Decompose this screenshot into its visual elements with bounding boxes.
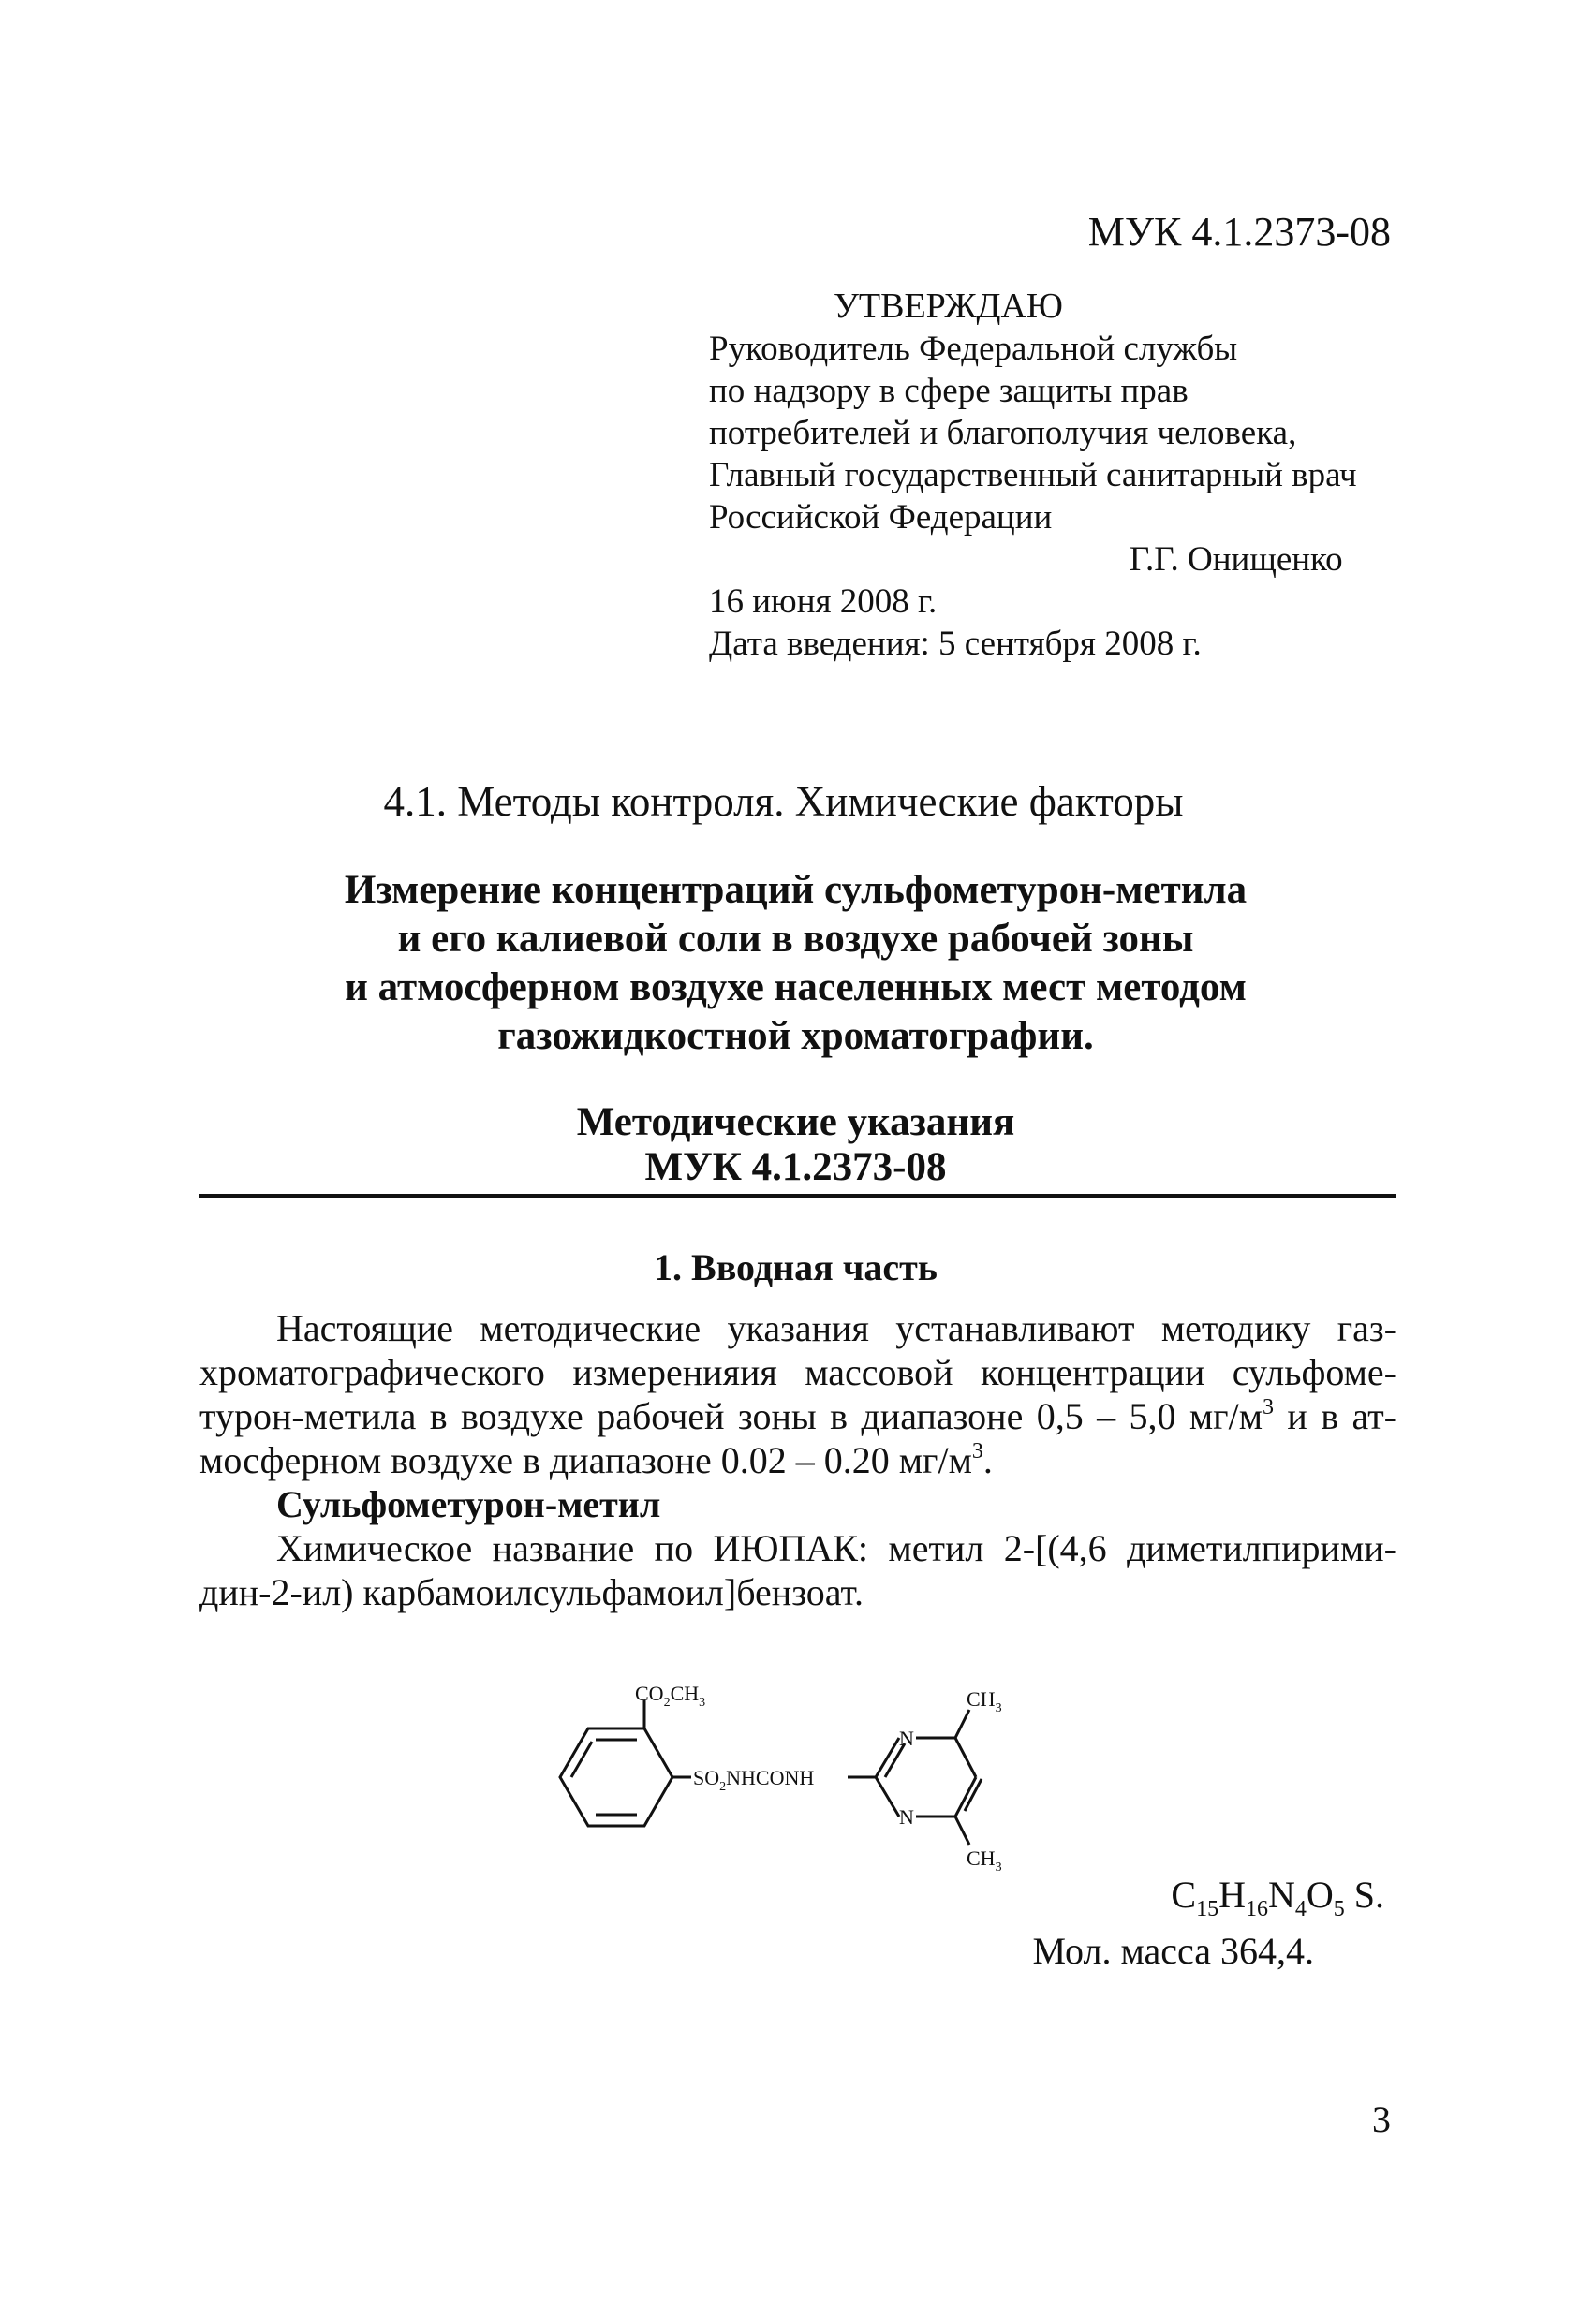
text-run: турон-метила в воздухе рабочей зоны в диапазоне 0,5 – 5,0 мг/м: [199, 1395, 1263, 1437]
formula-element: C: [1171, 1874, 1197, 1916]
molecular-formula: [1171, 1873, 1384, 1921]
main-title-line: Измерение концентраций сульфометурон-метила: [344, 868, 1248, 912]
ester-group: $CO_2CH_3$: [635, 1684, 706, 1710]
approval-line: Руководитель Федеральной службы: [709, 330, 1238, 368]
approval-signer: Г.Г. Онищенко: [1129, 540, 1343, 579]
formula-count: 5: [1333, 1897, 1345, 1921]
guide-title: [0, 1100, 1595, 1190]
structural-formula: [543, 1684, 1030, 1871]
paragraph-line: Химическое название по ИЮПАК: метил 2-[(4,6 диметилпирими-: [276, 1527, 1396, 1569]
guide-code: МУК 4.1.2373-08: [644, 1145, 947, 1189]
approval-line: Главный государственный санитарный врач: [709, 456, 1357, 494]
main-title-line: и атмосферном воздухе населенных мест методом: [345, 965, 1247, 1009]
approval-line: потребителей и благополучия человека,: [709, 414, 1297, 452]
paragraph-line: [199, 1438, 1396, 1482]
main-title-line: и его калиевой соли в воздухе рабочей зоны: [397, 917, 1194, 961]
main-title-line: газожидкостной хроматографии.: [497, 1014, 1094, 1058]
unit-exponent: 3: [971, 1438, 983, 1464]
page-number: 3: [1372, 2098, 1391, 2140]
formula-count: 4: [1294, 1897, 1307, 1921]
section-title-text: 4.1. Методы контроля. Химические факторы: [383, 778, 1184, 825]
molecular-mass: Мол. масса 364,4.: [1032, 1930, 1314, 1972]
paragraph-line: дин-2-ил) карбамоилсульфамоил]бензоат.: [199, 1571, 864, 1613]
substance-heading: Сульфометурон-метил: [276, 1483, 661, 1525]
linker-group: $SO_2NHCONH$: [693, 1766, 815, 1794]
bond: [955, 1738, 976, 1777]
methyl-group: $CH_3$: [967, 1687, 1002, 1715]
approval-line: Российской Федерации: [709, 498, 1053, 537]
methyl-group: $CH_3$: [967, 1846, 1002, 1871]
approval-line: по надзору в сфере защиты прав: [709, 372, 1189, 410]
section-title: [0, 777, 1595, 826]
paragraph-line: Настоящие методические указания устанавливают методику газ-: [276, 1307, 1396, 1349]
benzene-ring: [560, 1728, 672, 1826]
approval-block: [709, 286, 1357, 665]
formula-element: H: [1218, 1874, 1246, 1916]
effective-date: Дата введения: 5 сентября 2008 г.: [709, 625, 1202, 663]
document-code: МУК 4.1.2373-08: [1087, 209, 1391, 255]
formula-element: O: [1306, 1874, 1334, 1916]
bond: [955, 1710, 969, 1738]
main-title: [0, 866, 1595, 1061]
intro-body: [199, 1306, 1396, 1614]
text-run: .: [982, 1439, 993, 1481]
approval-heading: УТВЕРЖДАЮ: [834, 287, 1063, 326]
formula-count: 16: [1245, 1897, 1268, 1921]
text-run: мосферном воздухе в диапазоне 0.02 – 0.20 мг/м: [199, 1439, 972, 1481]
intro-heading: [0, 1245, 1595, 1289]
formula-element: S.: [1344, 1874, 1384, 1916]
guide-title-line: Методические указания: [576, 1100, 1015, 1144]
approval-date: 16 июня 2008 г.: [709, 582, 938, 621]
ring-nitrogen: N: [899, 1727, 914, 1750]
bond: [955, 1817, 969, 1845]
horizontal-rule: [199, 1194, 1396, 1198]
paragraph-line: [199, 1394, 1396, 1438]
formula-element: N: [1267, 1874, 1295, 1916]
unit-exponent: 3: [1263, 1394, 1275, 1419]
text-run: и в ат-: [1287, 1395, 1396, 1437]
paragraph-line: хроматографического измеренияия массовой концентрации сульфоме-: [199, 1351, 1396, 1393]
formula-count: 15: [1196, 1897, 1219, 1921]
double-bond: [571, 1742, 592, 1777]
intro-heading-text: 1. Вводная часть: [654, 1246, 938, 1288]
bond: [876, 1777, 899, 1817]
ring-nitrogen: N: [899, 1805, 914, 1829]
